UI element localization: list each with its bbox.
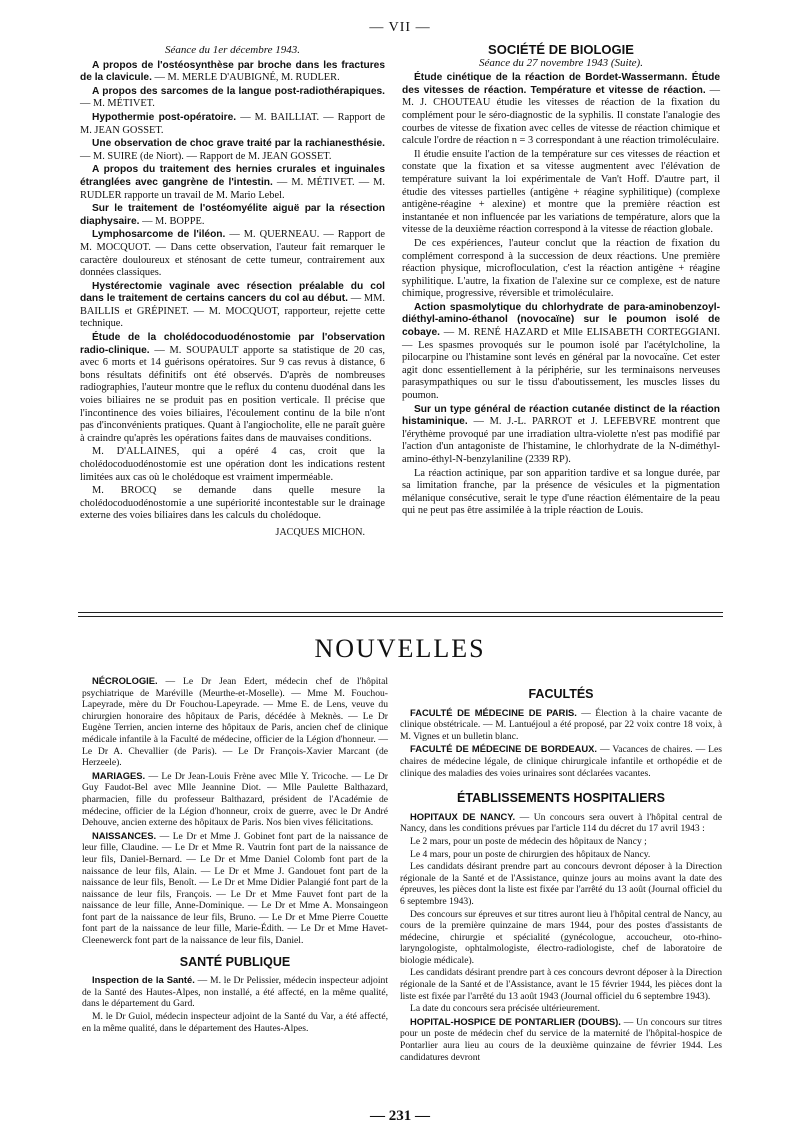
left-paragraphs <box>80 60 385 523</box>
paragraph: Action spasmolytique du chlorhydrate de para-aminobenzoyl-diéthyl-amino-éthanol (novocaïne) sur le poumon isolé de cobaye. — M. RENÉ HAZARD et Mlle ELISABETH CORTEGGIANI. — Les spasmes provoqués sur le poumon isolé par l'acétylcholine, la pilocarpine ou l'histamine sont levés en général par la novocaïne. Cet ester agit donc essentiellement à la périphérie, sur les terminaisons nerveuses parasympathiques ou sur le tissu d'aboutissement, les muscles lisses du poumon. <box>402 301 720 402</box>
page-header: — VII — <box>369 20 431 35</box>
paragraph: Étude de la cholédocoduodénostomie par l'observation radio-clinique. — M. SOUPAULT apporte sa statistique de 20 cas, avec 6 morts et 14 guérisons opératoires. Sur 9 cas revus à distance, 6 bons résultats définitifs ont été observés. D'après de nombreuses radiographies, l'auteur montre que le reflux du contenu duodénal dans les voies biliaires ne se produit pas en position verticale. Il précise que l'incontinence des voies biliaires, l'écoulement continu de la bile n'ont pas d'inconvénients pratiques. Quant à l'angiocholite, elle ne paraît guère à craindre qu'après les opérations faites dans de mauvaises conditions. <box>80 332 385 444</box>
paragraph: HOPITAL-HOSPICE DE PONTARLIER (DOUBS). — Un concours sur titres pour un poste de médecin chef du service de la maternité de l'hôpital-hospice de Pontarlier aura lieu au cours de la deuxième quinzaine de février 1944. Les candidatures devront <box>400 1015 722 1063</box>
paragraph: Hystérectomie vaginale avec résection préalable du col dans le traitement de certains cancers du col au début. — MM. BAILLIS et GRÉPINET. — M. MOCQUOT, rapporteur, rejette cette technique. <box>80 280 385 330</box>
right-paragraphs <box>402 72 720 518</box>
paragraph: FACULTÉ DE MÉDECINE DE BORDEAUX. — Vacances de chaires. — Les chaires de médecine légale, de clinique chirurgicale infantile et orthopédie et de clinique des maladies des voies urinaires sont déclarées vacantes. <box>400 743 722 779</box>
paragraph: M. le Dr Guiol, médecin inspecteur adjoint de la Santé du Var, a été affecté, en la même qualité, dans le département des Hautes-Alpes. <box>82 1011 388 1034</box>
paragraph: Hypothermie post-opératoire. — M. BAILLIAT. — Rapport de M. JEAN GOSSET. <box>80 111 385 136</box>
nouvelles-title: NOUVELLES <box>314 634 486 663</box>
paragraph: Il étudie ensuite l'action de la température sur ces vitesses de réaction et constate que la fixation et sa vitesse augmentent avec l'élévation de température suivant la loi expérimentale de Van't Hoff. D'autre part, il étudie des vitesses partielles (antigène + réagine syphilitique) (complexe antigène-réagine + alexine) et montre que la première réaction est instantanée et non influencée par les variations de température, alors que la vitesse de la deuxième réaction correspond à la vitesse de réaction globale. <box>402 148 720 236</box>
paragraph: Lymphosarcome de l'iléon. — M. QUERNEAU. — Rapport de M. MOCQUOT. — Dans cette observation, l'auteur fait remarquer le caractère douloureux et sténosant de cette tumeur, contrairement aux données classiques. <box>80 229 385 279</box>
divider-rule <box>78 612 723 613</box>
paragraph: NÉCROLOGIE. — Le Dr Jean Edert, médecin chef de l'hôpital psychiatrique de Maréville (Meurthe-et-Moselle). — Mme M. Fouchou-Lapeyrade, mère du Dr Fouchou-Lapeyrade. — Mme E. de Lens, veuve du chirurgien honoraire des hôpitaux de Paris, décédée à Meknès. — Le Dr Eugène Terrien, ancien interne des hôpitaux de Paris, ancien chef de clinique médicale infantile à la Faculté de médecine, officier de la Légion d'honneur. — Le Dr A. Chevallier (de Paris). — Le Dr François-Xavier Marcant (de Herzeele). <box>82 675 388 769</box>
etablissements-paragraphs <box>400 811 722 1063</box>
sante-paragraphs <box>82 974 388 1034</box>
paragraph: M. BROCQ se demande dans quelle mesure la cholédocoduodénostomie a une supériorité incontestable sur le drainage externe des voies biliaires dans les calculs du cholédoque. <box>80 485 385 522</box>
session-date: Séance du 27 novembre 1943 (Suite). <box>479 56 643 69</box>
left-column <box>80 44 385 540</box>
section-heading: FACULTÉS <box>528 687 594 701</box>
paragraph: Les candidats désirant prendre part à ces concours devront déposer à la Direction régionale de la Santé et de l'Assistance, avant le 15 février 1944, les pièces dont la liste est fixée par l'arrêté du 13 août 1943 (Journal officiel du 6 septembre 1943). <box>400 967 722 1002</box>
right-column <box>402 44 720 519</box>
nouvelles-left-column <box>82 675 388 1035</box>
paragraph: Sur le traitement de l'ostéomyélite aiguë par la résection diaphysaire. — M. BOPPE. <box>80 203 385 227</box>
paragraph: Étude cinétique de la réaction de Bordet-Wassermann. Étude des vitesses de réaction. Température et vitesse de réaction. — M. J. CHOUTEAU étudie les vitesses de réaction de la fixation du complément pour le séro-diagnostic de la syphilis. Il constate l'analogie des courbes de vitesse de fixation avec celles de vitesse de réaction chimique et calcule l'ordre de réaction n = 3 correspondant à une réaction trimoléculaire. <box>402 72 720 147</box>
paragraph: FACULTÉ DE MÉDECINE DE PARIS. — Élection à la chaire vacante de clinique obstétricale. — M. Lantuéjoul a été proposé, par 22 voix contre 18 voix, à M. Vignes et un bulletin blanc. <box>400 706 723 742</box>
paragraph: HOPITAUX DE NANCY. — Un concours sera ouvert à l'hôpital central de Nancy, dans les conditions prévues par l'article 114 du décret du 17 avril 1943 : <box>400 810 722 835</box>
paragraph: Le 2 mars, pour un poste de médecin des hôpitaux de Nancy ; <box>410 835 647 847</box>
section-heading: SOCIÉTÉ DE BIOLOGIE <box>488 42 634 57</box>
paragraph: La réaction actinique, par son apparition tardive et sa longue durée, par sa limitation franche, par la présence de vésicules et la pigmentation mélanique consécutive, serait le type d'une réaction élémentaire de la peau qui ne peut pas être assimilée à la triple réaction de Louis. <box>402 467 720 517</box>
paragraph: La date du concours sera précisée ultérieurement. <box>410 1003 600 1015</box>
paragraph: MARIAGES. — Le Dr Jean-Louis Frène avec Mlle Y. Tricoche. — Le Dr Guy Faudot-Bel avec Mlle Jeannine Diot. — Mlle Paulette Balthazard, pharmacien, fille du professeur Balthazard, président de l'Académie de médecine, officier de la Légion d'honneur, croix de guerre, avec le Dr André Dehouve, ancien externe des hôpitaux de Paris. Nos bien vives félicitations. <box>82 769 388 829</box>
divider-rule <box>78 616 723 617</box>
paragraph: De ces expériences, l'auteur conclut que la réaction de fixation du complément correspond à la succession de deux réactions. Une première réaction physique, microfloculation, c'est la réaction antigène + réagine syphilitique. L'autre, la fixation de l'alexine sur ce complexe, est de nature chimique, progressive, réversible et trimoléculaire. <box>402 237 720 300</box>
session-date: Séance du 1er décembre 1943. <box>165 44 300 56</box>
paragraph: M. D'ALLAINES, qui a opéré 4 cas, croit que la cholédocoduodénostomie est une opération dont les indications restent limitées aux cas où le cholédoque est vraiment imperméable. <box>80 446 385 483</box>
paragraph: Sur un type général de réaction cutanée distinct de la réaction histaminique. — M. J.-L. PARROT et J. LEFEBVRE montrent que l'érythème provoqué par une irradiation ultra-violette n'est pas modifié par l'action d'un antagoniste de l'histamine, le chlorhydrate de la N-diméthyl-amino-éthyl-N-benzylaniline (2339 RP). <box>402 403 720 465</box>
paragraph: A propos des sarcomes de la langue post-radiothérapiques. — M. MÉTIVET. <box>80 85 385 110</box>
signature: JACQUES MICHON. <box>275 526 365 538</box>
page-number: — 231 — <box>370 1108 430 1124</box>
nouvelles-right-column <box>400 675 722 1064</box>
news-paragraphs <box>82 675 388 947</box>
paragraph: A propos du traitement des hernies crurales et inguinales étranglées avec gangrène de l'intestin. — M. MÉTIVET. — M. RUDLER rapporte un travail de M. Mario Lebel. <box>80 164 385 201</box>
paragraph: Des concours sur épreuves et sur titres auront lieu à l'hôpital central de Nancy, au cours de la première quinzaine de mars 1944, pour des postes d'assistants de médecine, chirurgie et spécialité (gynécologue, accoucheur, oto-rhino-laryngologiste, ophtalmologiste, électro-radiologiste, chef de laboratoire de biologie médicale). <box>400 908 722 966</box>
section-heading: ÉTABLISSEMENTS HOSPITALIERS <box>457 791 665 806</box>
paragraph: Le 4 mars, pour un poste de chirurgien des hôpitaux de Nancy. <box>410 848 651 860</box>
paragraph: Inspection de la Santé. — M. le Dr Pelissier, médecin inspecteur adjoint de la Santé des Hautes-Alpes, non installé, a été affecté, en la même qualité, dans le département du Gard. <box>82 974 388 1010</box>
paragraph: NAISSANCES. — Le Dr et Mme J. Gobinet font part de la naissance de leur fille, Claudine. — Le Dr et Mme R. Vautrin font part de la naissance de leur fils, Daniel-Bernard. — Le Dr et Mme Daniel Colomb font part de la naissance de leur fils, Alain. — Le Dr et Mme J. Gandouet font part de la naissance de leur fils, Benoît. — Le Dr et Mme Didier Palangié font part de la naissance de leur fils, François. — Le Dr et Mme Fauvet font part de la naissance de leur fille, Anne-Dominique. — Le Dr et Mme A. Monsaingeon font part de la naissance de leur fils, Bruno. — Le Dr et Mme Pierre Couette font part de la naissance de leur fille, Marie-Édith. — Le Dr et Mme Havet-Cleenewerck font part de la naissance de leur fils, Daniel. <box>82 829 388 947</box>
paragraph: Les candidats désirant prendre part au concours devront déposer à la Direction régionale de la Santé et de l'Assistance, quinze jours au moins avant la date des épreuves, les pièces dont la liste est fixée par l'arrêté du 13 août (Journal officiel du 6 septembre 1943). <box>400 861 722 907</box>
paragraph: Une observation de choc grave traité par la rachianesthésie. — M. SUIRE (de Niort). — Rapport de M. JEAN GOSSET. <box>80 138 385 162</box>
facultes-paragraphs <box>400 707 722 780</box>
paragraph: A propos de l'ostéosynthèse par broche dans les fractures de la clavicule. — M. MERLE D'AUBIGNÉ, M. RUDLER. <box>80 59 385 84</box>
section-heading: SANTÉ PUBLIQUE <box>179 954 291 969</box>
